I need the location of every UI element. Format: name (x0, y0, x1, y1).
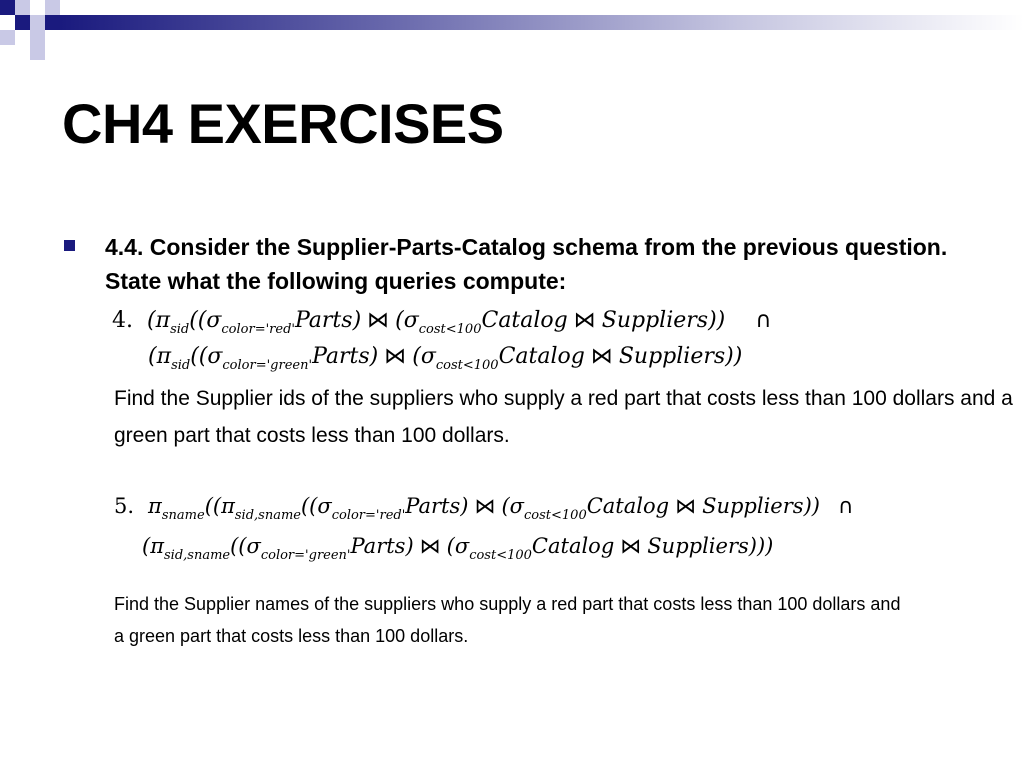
deco-square (30, 30, 45, 45)
join-operator: ⋈ (384, 344, 407, 369)
deco-square (15, 15, 30, 30)
exercise-number: 5. (114, 494, 135, 518)
deco-square (30, 45, 45, 60)
deco-square (45, 0, 60, 15)
deco-square (45, 15, 60, 30)
answer-5: Find the Supplier names of the suppliers who supply a red part that costs less than 100 dollars and a green part that costs less than 100 dollars. (114, 594, 901, 646)
formula-4-line-2: ($\pi_{sid}((\sigma_{color='green'}Parts)$ ⋈ ($\sigma_{cost<100}Catalog$ ⋈ Suppliers)) (148, 344, 743, 373)
bullet-text: 4.4. Consider the Supplier-Parts-Catalog schema from the previous question. State what the following queries compute: (105, 234, 948, 294)
deco-square (30, 15, 45, 30)
answer-4: Find the Supplier ids of the suppliers who supply a red part that costs less than 100 dollars and a green part that costs less than 100 dollars. (114, 387, 1013, 447)
join-operator: ⋈ (367, 308, 390, 333)
join-operator: ⋈ (620, 534, 642, 558)
exercise-number: 4. (112, 308, 133, 333)
formula-5-line-1: 5. $\pi_{sname}((\pi_{sid,sname}((\sigma_{color='red'}Parts)$ ⋈ ($\sigma_{cost<100}Catalog$ ⋈ Suppliers)) ∩ (114, 494, 854, 523)
header-decoration (0, 0, 1024, 60)
slide-title: CH4 EXERCISES (62, 92, 504, 155)
join-operator: ⋈ (675, 494, 697, 518)
deco-square (0, 30, 15, 45)
intersect-operator: ∩ (837, 494, 854, 518)
join-operator: ⋈ (573, 308, 596, 333)
bullet-marker (64, 240, 75, 251)
formula-4-line-1: 4. ($\pi_{sid}((\sigma_{color='red'}Parts)$ ⋈ ($\sigma_{cost<100}Catalog$ ⋈ Suppliers)) ∩ (112, 308, 772, 337)
intersect-operator: ∩ (755, 308, 772, 333)
formula-5-line-2: ($\pi_{sid,sname}((\sigma_{color='green'}Parts)$ ⋈ ($\sigma_{cost<100}Catalog$ ⋈ Suppliers))) (142, 534, 774, 563)
deco-square (0, 0, 15, 15)
header-gradient-bar (60, 15, 1024, 30)
join-operator: ⋈ (419, 534, 441, 558)
join-operator: ⋈ (474, 494, 496, 518)
deco-square (15, 0, 30, 15)
join-operator: ⋈ (590, 344, 613, 369)
